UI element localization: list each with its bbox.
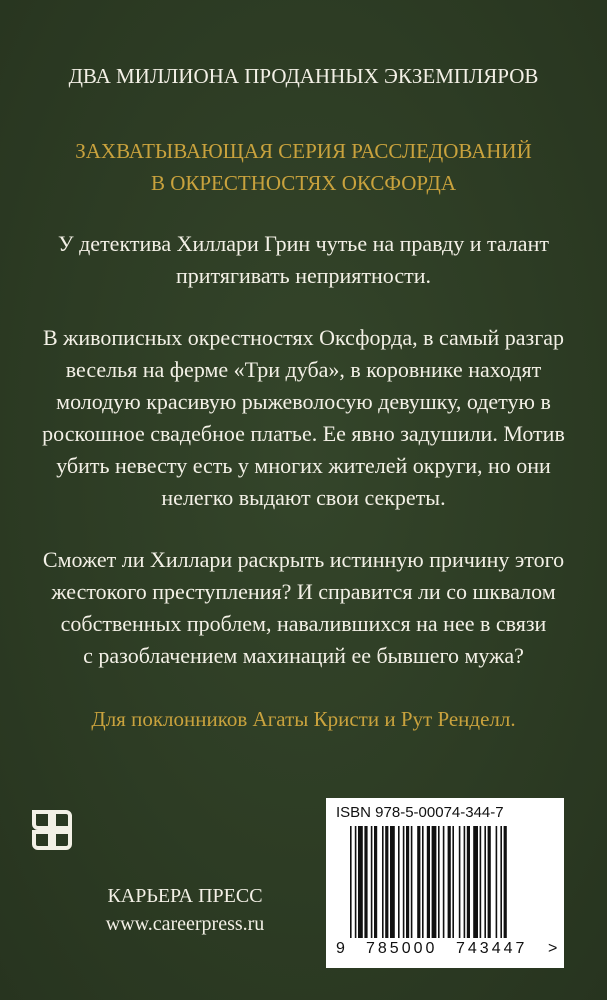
paragraph-2-line-4: роскошное свадебное платье. Ее явно задушили. Мотив xyxy=(42,421,565,446)
paragraph-2-line-3: молодую красивую рыжеволосую девушку, одетую в xyxy=(56,389,551,414)
barcode-arrow: > xyxy=(548,940,558,957)
paragraph-2-line-5: убить невесту есть у многих жителей округи, но они xyxy=(56,453,551,478)
paragraph-1-line-2: притягивать неприятности. xyxy=(175,263,432,288)
paragraph-2-line-2: веселья на ферме «Три дуба», в коровнике находят xyxy=(65,357,542,382)
publisher-logo-icon xyxy=(30,808,74,852)
publisher-name: КАРЬЕРА ПРЕСС xyxy=(107,885,263,907)
paragraph-1-line-1: У детектива Хиллари Грин чутье на правду и талант xyxy=(58,231,549,256)
barcode-digits-right: 743447 xyxy=(456,940,528,957)
paragraph-3-line-2: жестокого преступления? И справится ли со шквалом xyxy=(51,579,556,604)
series-title-line-2: В ОКРЕСТНОСТЯХ ОКСФОРДА xyxy=(150,171,457,195)
paragraph-2-line-6: нелегко выдают свои секреты. xyxy=(161,485,446,510)
paragraph-3-line-1: Сможет ли Хиллари раскрыть истинную причину этого xyxy=(42,547,565,572)
barcode xyxy=(326,798,564,968)
barcode-digit-first: 9 xyxy=(336,940,345,957)
series-title-line-1: ЗАХВАТЫВАЮЩАЯ СЕРИЯ РАССЛЕДОВАНИЙ xyxy=(75,139,532,163)
paragraph-3-line-4: с разоблачением махинаций ее бывшего мужа? xyxy=(83,643,524,668)
barcode-bars xyxy=(326,798,564,968)
paragraph-3-line-3: собственных проблем, навалившихся на нее в связи xyxy=(60,611,547,636)
paragraph-2-line-1: В живописных окрестностях Оксфорда, в самый разгар xyxy=(42,325,565,350)
isbn-label: ISBN 978-5-00074-344-7 xyxy=(336,804,504,821)
barcode-digits-left: 785000 xyxy=(366,940,438,957)
fans-recommendation: Для поклонников Агаты Кристи и Рут Ренделл. xyxy=(91,707,516,731)
sales-tagline: ДВА МИЛЛИОНА ПРОДАННЫХ ЭКЗЕМПЛЯРОВ xyxy=(68,64,539,88)
publisher-website: www.careerpress.ru xyxy=(105,913,265,935)
